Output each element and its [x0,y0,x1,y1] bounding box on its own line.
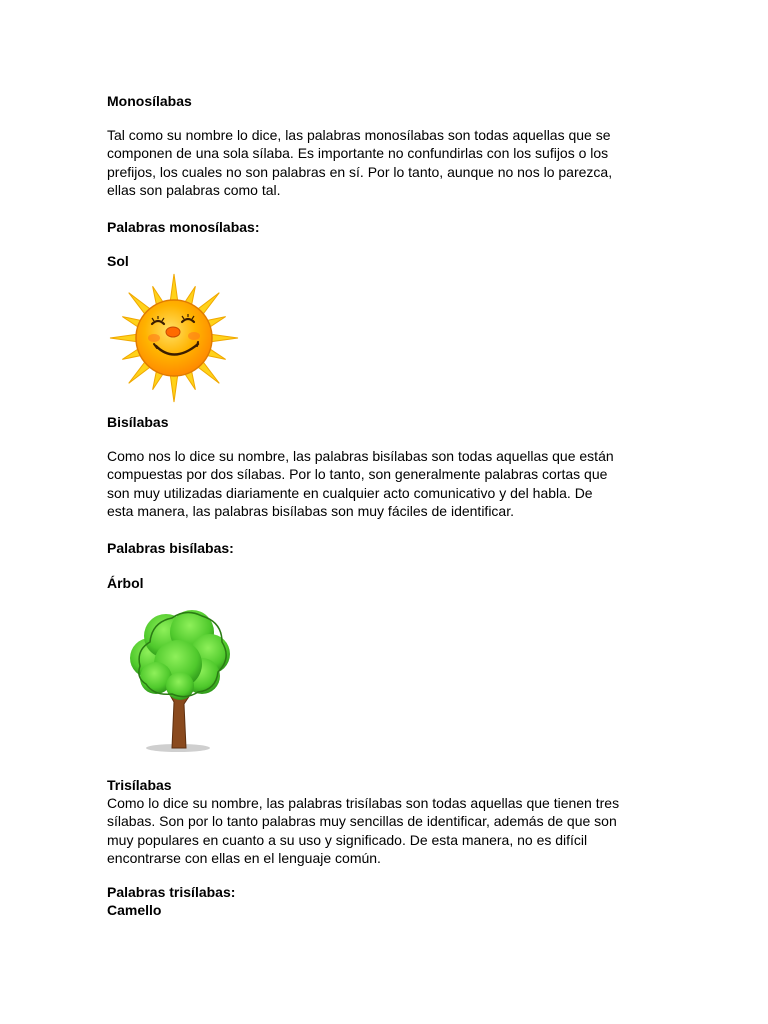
paragraph-line: compuestas por dos sílabas. Por lo tanto, son generalmente palabras cortas que [107,466,608,483]
paragraph-line: son muy utilizadas diariamente en cualquier acto comunicativo y del habla. De [107,484,593,501]
example-word-sol: Sol [107,253,129,269]
paragraph-trisilabas [107,794,667,868]
paragraph-monosilabas [107,126,667,200]
section-heading-monosilabas: Monosílabas [107,93,192,109]
sun-left-cheek [148,334,160,342]
tree-illustration [106,606,246,758]
examples-heading-trisilabas: Palabras trisílabas: [107,884,236,900]
paragraph-line: Como lo dice su nombre, las palabras trisílabas son todas aquellas que tienen tres [107,795,620,811]
paragraph-line: prefijos, los cuales no son palabras en sí. Por lo tanto, aunque no nos lo parezca, [107,163,613,180]
example-word-camello: Camello [107,902,162,918]
paragraph-line: sílabas. Son por lo tanto palabras muy sencillas de identificar, además de que son [107,813,617,830]
examples-heading-monosilabas: Palabras monosílabas: [107,219,260,235]
paragraph-line: Tal como su nombre lo dice, las palabras monosílabas son todas aquellas que se [107,127,611,143]
section-heading-trisilabas: Trisílabas [107,777,172,793]
examples-heading-bisilabas: Palabras bisílabas: [107,540,234,556]
paragraph-bisilabas [107,447,667,521]
example-word-arbol: Árbol [107,575,144,591]
section-heading-bisilabas: Bisílabas [107,414,169,430]
sun-right-cheek [188,332,200,340]
paragraph-line: encontrarse con ellas en el lenguaje común. [107,850,381,867]
sun-illustration [106,272,244,406]
sun-body [136,300,212,376]
sun-nose [166,327,180,337]
paragraph-line: componen de una sola sílaba. Es importante no confundirlas con los sufijos o los [107,145,609,162]
paragraph-line: Como nos lo dice su nombre, las palabras bisílabas son todas aquellas que están [107,448,614,464]
paragraph-line: esta manera, las palabras bisílabas son muy fáciles de identificar. [107,503,514,520]
paragraph-line: ellas son palabras como tal. [107,182,281,199]
paragraph-line: muy populares en cuanto a su uso y significado. De esta manera, no es difícil [107,831,588,848]
